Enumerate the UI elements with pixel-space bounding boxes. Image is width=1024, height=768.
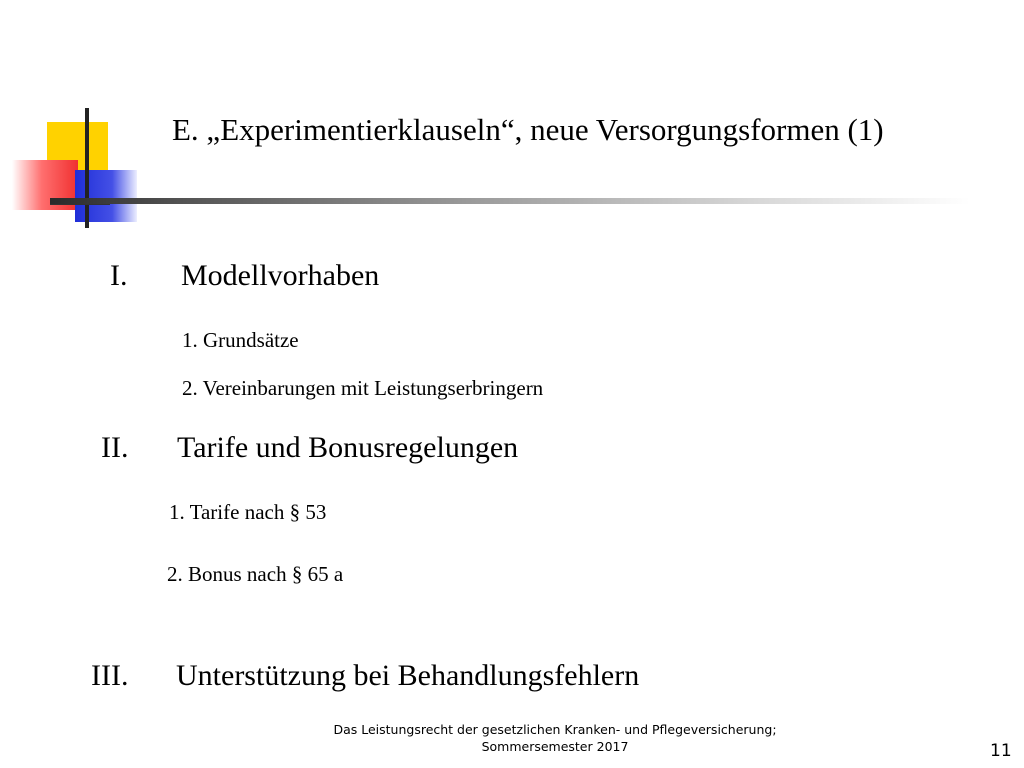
slide-footer: [300, 721, 810, 755]
section-1-item-1: 1. Grundsätze: [182, 328, 299, 352]
section-number-2: II.: [101, 431, 129, 464]
section-title-1: Modellvorhaben: [181, 259, 380, 292]
title-underline: [50, 198, 970, 204]
section-2-item-1: 1. Tarife nach § 53: [169, 500, 327, 524]
section-1-item-2: 2. Vereinbarungen mit Leistungserbringern: [182, 376, 544, 400]
slide-title: E. „Experimentierklauseln“, neue Versorgungsformen (1): [172, 112, 884, 147]
section-number-3: III.: [91, 659, 129, 692]
section-2-item-2: 2. Bonus nach § 65 a: [167, 562, 344, 586]
section-title-2: Tarife und Bonusregelungen: [177, 431, 519, 464]
decorative-squares-logo: [0, 0, 160, 240]
vertical-rule: [85, 108, 89, 228]
page-number: 11: [990, 741, 1012, 761]
footer-line-1: Das Leistungsrecht der gesetzlichen Kranken- und Pflegeversicherung;: [333, 722, 777, 737]
section-number-1: I.: [110, 259, 128, 292]
section-title-3: Unterstützung bei Behandlungsfehlern: [176, 659, 640, 692]
footer-line-2: Sommersemester 2017: [481, 739, 629, 754]
